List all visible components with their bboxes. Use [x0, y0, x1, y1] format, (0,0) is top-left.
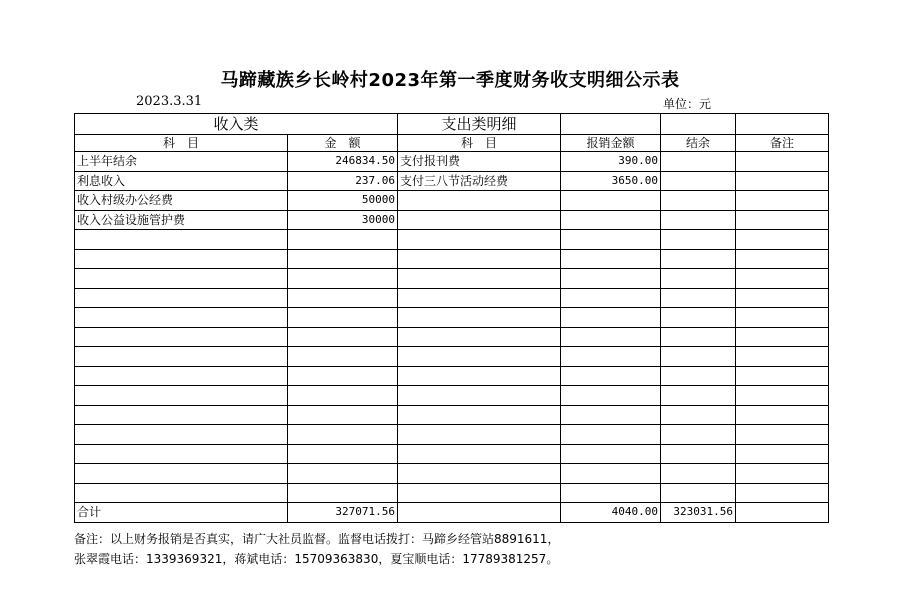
empty-cell: [661, 386, 736, 406]
reimbursed-cell: 390.00: [561, 152, 661, 172]
remark-cell: [736, 210, 829, 230]
empty-cell: [75, 249, 288, 269]
income-amount-cell: 237.06: [288, 171, 398, 191]
empty-cell: [736, 366, 829, 386]
income-amount-cell: 50000: [288, 191, 398, 211]
total-income-amount: 327071.56: [288, 503, 398, 523]
empty-cell: [75, 327, 288, 347]
empty-cell: [398, 386, 561, 406]
empty-cell: [75, 288, 288, 308]
empty-cell: [736, 425, 829, 445]
empty-cell: [561, 327, 661, 347]
balance-cell: [661, 152, 736, 172]
empty-cell: [561, 464, 661, 484]
empty-cell: [398, 288, 561, 308]
column-header-remark: 备注: [736, 135, 829, 152]
total-label: 合计: [75, 503, 288, 523]
expense-item-cell: [398, 191, 561, 211]
income-item-cell: 收入公益设施管护费: [75, 210, 288, 230]
empty-cell: [75, 444, 288, 464]
empty-cell: [561, 230, 661, 250]
empty-cell: [561, 405, 661, 425]
total-balance: 323031.56: [661, 503, 736, 523]
empty-cell: [398, 425, 561, 445]
empty-cell: [736, 269, 829, 289]
empty-table-row: [75, 249, 829, 269]
income-item-cell: 利息收入: [75, 171, 288, 191]
empty-cell: [398, 230, 561, 250]
currency-unit: 单位：元: [663, 97, 712, 111]
remark-cell: [736, 191, 829, 211]
column-header-expense-subject: 科 目: [398, 135, 561, 152]
empty-cell: [561, 386, 661, 406]
empty-cell: [661, 269, 736, 289]
report-date: 2023.3.31: [136, 94, 203, 109]
expense-item-cell: 支付报刊费: [398, 152, 561, 172]
empty-cell: [288, 249, 398, 269]
empty-cell: [561, 249, 661, 269]
total-expense-item: [398, 503, 561, 523]
empty-table-row: [75, 230, 829, 250]
reimbursed-cell: [561, 210, 661, 230]
reimbursed-cell: [561, 191, 661, 211]
reimbursed-cell: 3650.00: [561, 171, 661, 191]
income-group-header: 收入类: [75, 114, 398, 135]
balance-cell: [661, 171, 736, 191]
empty-cell: [75, 405, 288, 425]
empty-cell: [288, 405, 398, 425]
empty-cell: [661, 308, 736, 328]
empty-cell: [75, 386, 288, 406]
empty-table-row: [75, 405, 829, 425]
column-header-subject: 科 目: [75, 135, 288, 152]
empty-header-cell: [661, 114, 736, 135]
empty-cell: [661, 230, 736, 250]
empty-cell: [288, 288, 398, 308]
empty-cell: [398, 327, 561, 347]
empty-cell: [736, 347, 829, 367]
empty-cell: [75, 425, 288, 445]
empty-cell: [75, 347, 288, 367]
empty-cell: [561, 483, 661, 503]
empty-cell: [736, 405, 829, 425]
empty-cell: [288, 483, 398, 503]
empty-cell: [561, 269, 661, 289]
column-header-reimbursed: 报销金额: [561, 135, 661, 152]
column-header-row: [75, 135, 829, 152]
empty-cell: [75, 483, 288, 503]
empty-cell: [561, 347, 661, 367]
note-line-1: 备注：以上财务报销是否真实，请广大社员监督。监督电话拨打：马蹄乡经管站8891611，: [74, 532, 560, 546]
empty-cell: [736, 464, 829, 484]
column-header-balance: 结余: [661, 135, 736, 152]
empty-cell: [661, 347, 736, 367]
empty-cell: [288, 444, 398, 464]
table-row: [75, 152, 829, 172]
empty-cell: [288, 386, 398, 406]
table-row: [75, 171, 829, 191]
empty-table-row: [75, 444, 829, 464]
column-header-amount: 金 额: [288, 135, 398, 152]
empty-table-row: [75, 269, 829, 289]
total-remark: [736, 503, 829, 523]
empty-cell: [398, 308, 561, 328]
empty-cell: [288, 425, 398, 445]
empty-cell: [288, 269, 398, 289]
empty-cell: [661, 288, 736, 308]
empty-cell: [661, 483, 736, 503]
empty-table-row: [75, 327, 829, 347]
empty-cell: [736, 288, 829, 308]
empty-cell: [398, 347, 561, 367]
empty-cell: [661, 444, 736, 464]
income-amount-cell: 246834.50: [288, 152, 398, 172]
table-row: [75, 191, 829, 211]
total-reimbursed: 4040.00: [561, 503, 661, 523]
empty-cell: [288, 230, 398, 250]
empty-cell: [736, 386, 829, 406]
empty-cell: [398, 269, 561, 289]
empty-cell: [561, 366, 661, 386]
empty-header-cell: [736, 114, 829, 135]
empty-cell: [398, 464, 561, 484]
empty-table-row: [75, 347, 829, 367]
expense-item-cell: 支付三八节活动经费: [398, 171, 561, 191]
empty-cell: [661, 405, 736, 425]
empty-cell: [736, 483, 829, 503]
empty-cell: [75, 230, 288, 250]
empty-cell: [398, 249, 561, 269]
table-row: [75, 210, 829, 230]
expense-item-cell: [398, 210, 561, 230]
empty-cell: [561, 308, 661, 328]
empty-cell: [561, 444, 661, 464]
empty-cell: [661, 464, 736, 484]
empty-cell: [661, 249, 736, 269]
empty-cell: [736, 249, 829, 269]
empty-cell: [736, 308, 829, 328]
empty-cell: [661, 425, 736, 445]
empty-table-row: [75, 464, 829, 484]
empty-table-row: [75, 386, 829, 406]
empty-cell: [398, 483, 561, 503]
empty-table-row: [75, 288, 829, 308]
empty-header-cell: [561, 114, 661, 135]
empty-cell: [288, 464, 398, 484]
empty-cell: [75, 308, 288, 328]
empty-cell: [288, 308, 398, 328]
empty-cell: [75, 269, 288, 289]
empty-table-row: [75, 483, 829, 503]
page-title: 马蹄藏族乡长岭村2023年第一季度财务收支明细公示表: [220, 70, 680, 91]
income-amount-cell: 30000: [288, 210, 398, 230]
total-row: [75, 503, 829, 523]
empty-cell: [561, 425, 661, 445]
empty-cell: [736, 327, 829, 347]
remark-cell: [736, 152, 829, 172]
income-item-cell: 收入村级办公经费: [75, 191, 288, 211]
empty-cell: [288, 366, 398, 386]
group-header-row: [75, 114, 829, 135]
note-line-2: 张翠霞电话：1339369321，蒋斌电话：15709363830，夏宝顺电话：17789381257。: [74, 552, 559, 566]
empty-cell: [398, 405, 561, 425]
empty-cell: [288, 327, 398, 347]
remark-cell: [736, 171, 829, 191]
expense-group-header: 支出类明细: [398, 114, 561, 135]
empty-table-row: [75, 366, 829, 386]
empty-cell: [736, 230, 829, 250]
empty-cell: [398, 366, 561, 386]
income-item-cell: 上半年结余: [75, 152, 288, 172]
empty-cell: [75, 464, 288, 484]
balance-cell: [661, 191, 736, 211]
finance-table: [74, 113, 829, 523]
empty-cell: [75, 366, 288, 386]
empty-table-row: [75, 308, 829, 328]
empty-cell: [736, 444, 829, 464]
empty-cell: [661, 327, 736, 347]
empty-cell: [661, 366, 736, 386]
empty-table-row: [75, 425, 829, 445]
empty-cell: [288, 347, 398, 367]
empty-cell: [561, 288, 661, 308]
balance-cell: [661, 210, 736, 230]
empty-cell: [398, 444, 561, 464]
